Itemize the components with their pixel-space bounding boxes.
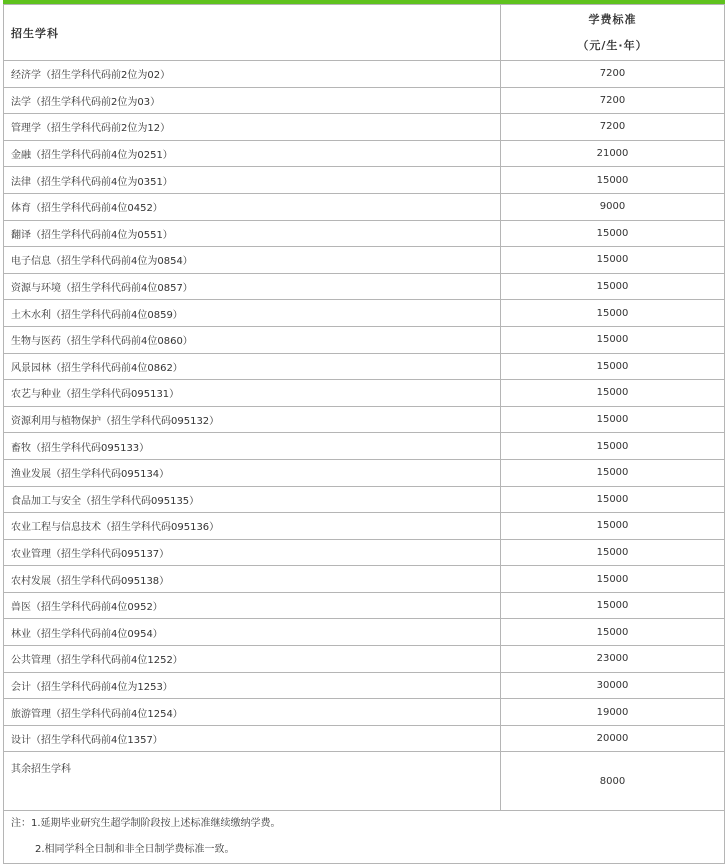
subject-cell: 法学（招生学科代码前2位为03） — [4, 87, 501, 114]
notes-row — [4, 811, 725, 864]
table-row — [4, 167, 725, 194]
subject-cell: 管理学（招生学科代码前2位为12） — [4, 114, 501, 141]
fee-cell: 15000 — [501, 619, 725, 646]
fee-cell: 15000 — [501, 247, 725, 274]
note-line-2: 2.相同学科全日制和非全日制学费标准一致。 — [35, 844, 235, 856]
subject-cell: 林业（招生学科代码前4位0954） — [4, 619, 501, 646]
subject-cell: 农业管理（招生学科代码095137） — [4, 539, 501, 566]
subject-cell: 法律（招生学科代码前4位为0351） — [4, 167, 501, 194]
note-line-1: 注：1.延期毕业研究生超学制阶段按上述标准继续缴纳学费。 — [11, 818, 281, 830]
table-row — [4, 592, 725, 619]
fee-cell: 15000 — [501, 592, 725, 619]
table-row — [4, 114, 725, 141]
fee-cell: 15000 — [501, 539, 725, 566]
subject-cell: 翻译（招生学科代码前4位为0551） — [4, 220, 501, 247]
table-row — [4, 220, 725, 247]
table-row — [4, 353, 725, 380]
fee-cell: 19000 — [501, 699, 725, 726]
subject-cell: 旅游管理（招生学科代码前4位1254） — [4, 699, 501, 726]
subject-cell: 风景园林（招生学科代码前4位0862） — [4, 353, 501, 380]
fee-cell: 15000 — [501, 566, 725, 593]
fee-cell: 7200 — [501, 87, 725, 114]
fee-cell: 23000 — [501, 646, 725, 673]
fee-cell: 7200 — [501, 114, 725, 141]
table-row — [4, 566, 725, 593]
fee-cell: 15000 — [501, 406, 725, 433]
subject-cell: 资源与环境（招生学科代码前4位0857） — [4, 273, 501, 300]
table-row — [4, 247, 725, 274]
table-row — [4, 300, 725, 327]
other-subjects-row — [4, 752, 725, 811]
table-header-row — [4, 5, 725, 61]
fee-cell: 15000 — [501, 380, 725, 407]
table-row — [4, 646, 725, 673]
fee-cell: 7200 — [501, 61, 725, 88]
table-row — [4, 380, 725, 407]
table-row — [4, 486, 725, 513]
fee-cell: 21000 — [501, 140, 725, 167]
fee-cell: 15000 — [501, 513, 725, 540]
subject-cell: 农村发展（招生学科代码095138） — [4, 566, 501, 593]
subject-cell: 土木水利（招生学科代码前4位0859） — [4, 300, 501, 327]
tuition-table — [3, 4, 725, 864]
fee-cell: 15000 — [501, 459, 725, 486]
subject-cell: 农艺与种业（招生学科代码095131） — [4, 380, 501, 407]
table-row — [4, 513, 725, 540]
fee-header — [501, 5, 725, 61]
table-row — [4, 725, 725, 752]
fee-cell: 15000 — [501, 273, 725, 300]
table-row — [4, 193, 725, 220]
subject-cell: 金融（招生学科代码前4位为0251） — [4, 140, 501, 167]
table-row — [4, 273, 725, 300]
subject-cell: 公共管理（招生学科代码前4位1252） — [4, 646, 501, 673]
notes-cell — [4, 811, 725, 864]
table-row — [4, 140, 725, 167]
fee-cell: 15000 — [501, 326, 725, 353]
subject-cell: 兽医（招生学科代码前4位0952） — [4, 592, 501, 619]
table-row — [4, 699, 725, 726]
subject-cell: 体育（招生学科代码前4位0452） — [4, 193, 501, 220]
fee-cell: 15000 — [501, 167, 725, 194]
fee-cell: 30000 — [501, 672, 725, 699]
table-row — [4, 672, 725, 699]
subject-cell: 会计（招生学科代码前4位为1253） — [4, 672, 501, 699]
table-row — [4, 433, 725, 460]
other-fee-cell: 8000 — [501, 752, 725, 811]
table-row — [4, 326, 725, 353]
subject-cell: 资源利用与植物保护（招生学科代码095132） — [4, 406, 501, 433]
table-row — [4, 61, 725, 88]
fee-cell: 15000 — [501, 433, 725, 460]
subject-header: 招生学科 — [4, 5, 501, 61]
fee-cell: 15000 — [501, 220, 725, 247]
subject-cell: 畜牧（招生学科代码095133） — [4, 433, 501, 460]
fee-cell: 9000 — [501, 193, 725, 220]
other-subject-cell: 其余招生学科 — [4, 752, 501, 811]
fee-cell: 20000 — [501, 725, 725, 752]
fee-header-line1: 学费标准 — [588, 12, 637, 26]
fee-header-line2: （元/生·年） — [577, 38, 648, 52]
subject-cell: 渔业发展（招生学科代码095134） — [4, 459, 501, 486]
table-row — [4, 87, 725, 114]
table-row — [4, 406, 725, 433]
subject-cell: 电子信息（招生学科代码前4位为0854） — [4, 247, 501, 274]
subject-cell: 生物与医药（招生学科代码前4位0860） — [4, 326, 501, 353]
fee-cell: 15000 — [501, 486, 725, 513]
subject-cell: 食品加工与安全（招生学科代码095135） — [4, 486, 501, 513]
subject-cell: 设计（招生学科代码前4位1357） — [4, 725, 501, 752]
table-row — [4, 619, 725, 646]
fee-cell: 15000 — [501, 353, 725, 380]
table-row — [4, 459, 725, 486]
subject-cell: 经济学（招生学科代码前2位为02） — [4, 61, 501, 88]
fee-cell: 15000 — [501, 300, 725, 327]
subject-cell: 农业工程与信息技术（招生学科代码095136） — [4, 513, 501, 540]
table-row — [4, 539, 725, 566]
